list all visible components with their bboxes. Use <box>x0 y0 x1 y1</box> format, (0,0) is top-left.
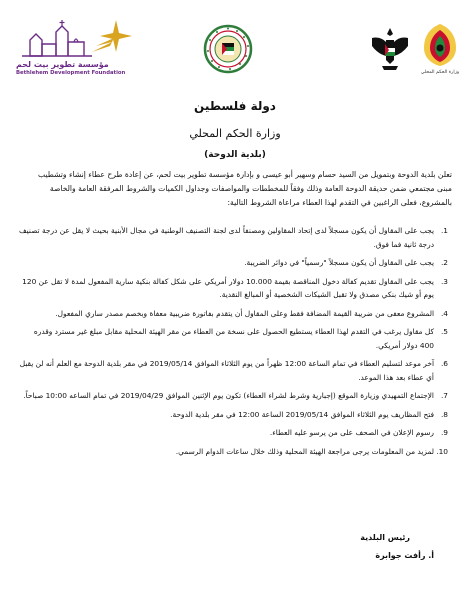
ministry-title: وزارة الحكم المحلي <box>189 127 281 140</box>
condition-text: يجب على المقاول أن يكون مسجلاً "رسمياً" في دوائر الضريبة. <box>244 258 434 267</box>
condition-number: 4. <box>440 308 448 318</box>
condition-text: رسوم الإعلان في الصحف على من يرسو عليه العطاء. <box>269 428 434 437</box>
condition-text: يجب على المقاول تقديم كفالة دخول المناقصة بقيمة 10.000 دولار أمريكي على شكل كفالة بنكية سارية المفعول لمدة لا تقل عن 120 يوم أو شيك بنكي مصدق ولا تقبل الشيكات الشخصية أو المبالغ النقدية. <box>22 276 434 299</box>
state-title: دولة فلسطين <box>194 99 276 113</box>
condition-item <box>18 357 448 384</box>
conditions-list <box>18 224 448 463</box>
condition-number: 2. <box>440 258 448 267</box>
condition-text: لمزيد من المعلومات يرجى مراجعة الهيئة المحلية وذلك خلال ساعات الدوام الرسمي. <box>175 446 434 456</box>
mlg-logo-icon <box>418 22 462 68</box>
condition-item <box>18 307 448 321</box>
condition-item <box>18 408 448 422</box>
bdf-name-english: Bethlehem Development Foundation <box>16 70 126 76</box>
condition-text: فتح المظاريف يوم الثلاثاء الموافق 2019/05/14 الساعة 12:00 في مقر بلدية الدوحة. <box>170 409 434 419</box>
condition-item <box>18 445 448 459</box>
condition-text: آخر موعد لتسليم العطاء في تمام الساعة 12:00 ظهراً من يوم الثلاثاء الموافق 2019/05/14 في مقر بلدية الدوحة مع العلم أنه لن يقبل أي عطاء بعد هذا الموعد. <box>19 359 434 382</box>
condition-number: 5. <box>440 327 448 336</box>
condition-item <box>18 275 448 302</box>
condition-text: كل مقاول يرغب في التقدم لهذا العطاء يستطيع الحصول على نسخة من العطاء من مقر الهيئة المحلية مقابل مبلغ غير مسترد وقدره 400 دولار أمريكي. <box>33 327 434 350</box>
condition-number: 3. <box>440 276 448 286</box>
condition-number: 6. <box>440 359 448 368</box>
signatory-title: رئيس البلدية <box>360 533 410 542</box>
municipality-title: (بلدية الدوحة) <box>204 150 266 160</box>
condition-number: 10. <box>436 446 448 456</box>
condition-item <box>18 224 448 251</box>
signatory-name: أ. رأفت جوابرة <box>375 551 434 560</box>
condition-text: المشروع معفى من ضريبة القيمة المضافة فقط وعلى المقاول أن يتقدم بفاتورة ضريبية معفاة وبخصم مصدر ساري المفعول. <box>55 308 434 318</box>
condition-item <box>18 325 448 352</box>
palestine-emblem <box>370 26 410 74</box>
condition-number: 1. <box>440 226 448 235</box>
mlg-logo <box>418 22 462 78</box>
condition-number: 9. <box>440 428 448 437</box>
announcement-intro: تعلن بلدية الدوحة وبتمويل من السيد حسام وسهير أبو عيسى و بإدارة مؤسسة تطوير بيت لحم، عن إعادة طرح عطاء إنشاء وتشطيب مبنى مجتمعي ضمن حديقة الدوحة العامة وذلك وفقاً للمخططات والمواصفات وجداول الكميات والشروط المرفقة العامة والخاصة بالمشروع، فعلى الراغبين في التقدم لهذا العطاء مراعاة الشروط التالية: <box>38 170 452 207</box>
condition-text: يجب على المقاول أن يكون مسجلاً لدى إتحاد المقاولين ومصنفاً لدى لجنة التصنيف الوطنية في مجال الأبنية بحيث لا يقل عن درجة تصنيف درجة ثانية فما فوق. <box>19 226 434 249</box>
condition-item <box>18 426 448 440</box>
condition-number: 7. <box>440 391 448 400</box>
condition-item <box>18 256 448 270</box>
condition-item <box>18 389 448 403</box>
eagle-emblem-icon <box>370 26 410 74</box>
bdf-name-arabic: مؤسسة تطوير بيت لحم <box>16 60 109 69</box>
municipality-seal <box>203 24 253 74</box>
bdf-logo <box>12 18 142 78</box>
bdf-logo-icon <box>12 18 142 60</box>
condition-text: الإجتماع التمهيدي وزيارة الموقع (إجبارية وشرط لشراء العطاء) تكون يوم الإثنين الموافق 2019/04/29 في تمام الساعه 10:00 صباحاً. <box>23 391 434 400</box>
mlg-caption: وزارة الحكم المحلي <box>420 70 460 75</box>
seal-icon <box>203 24 253 74</box>
condition-number: 8. <box>440 409 448 419</box>
